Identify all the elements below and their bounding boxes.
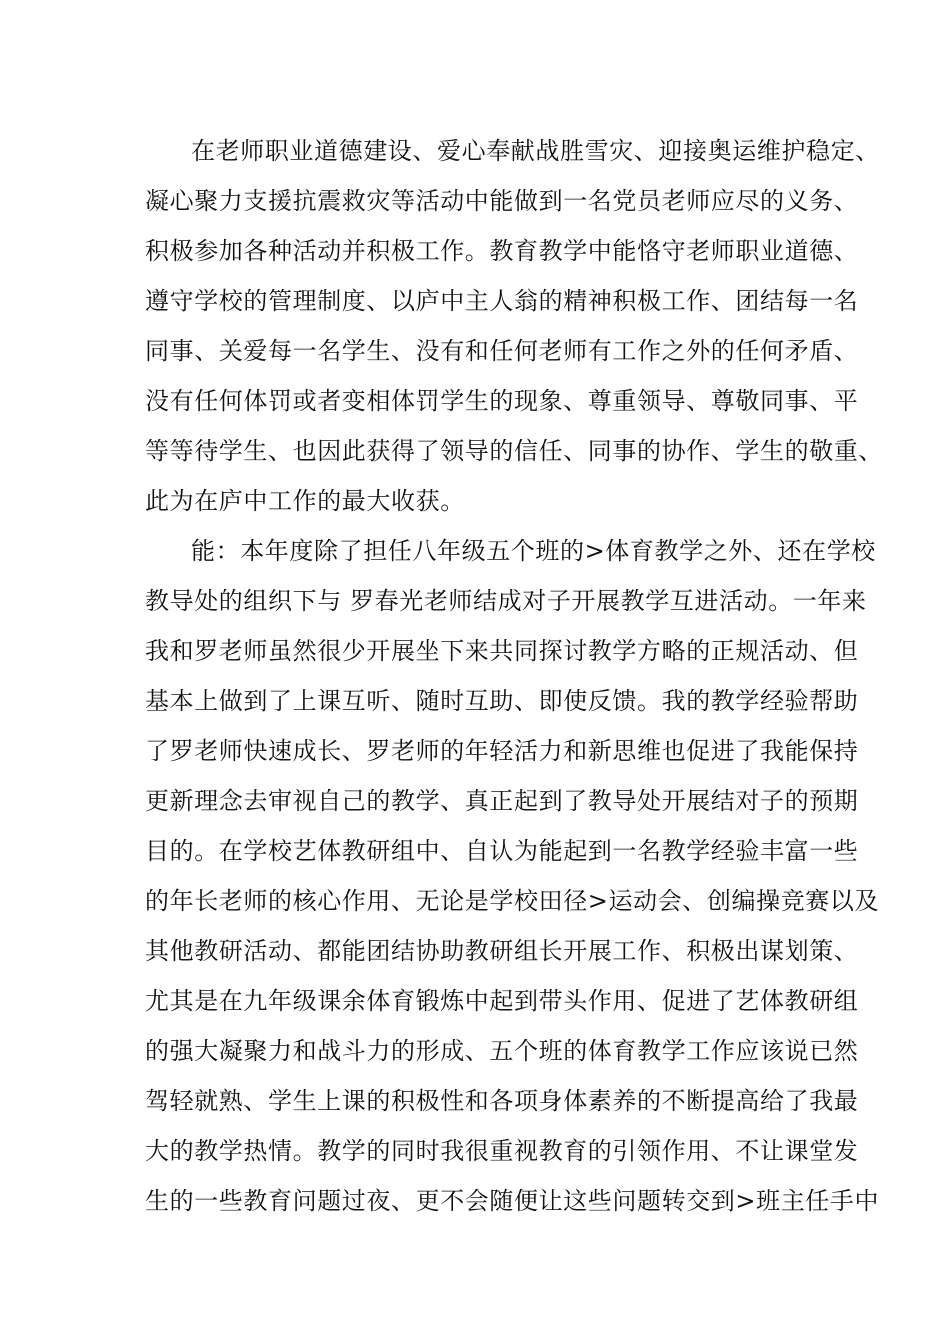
paragraph-2-line-11: 的强大凝聚力和战斗力的形成、五个班的体育教学工作应该说已然 — [145, 1037, 859, 1065]
paragraph-1-line-8: 此为在庐中工作的最大收获。 — [145, 487, 465, 515]
paragraph-2-line-12: 驾轻就熟、学生上课的积极性和各项身体素养的不断提高给了我最 — [145, 1087, 859, 1115]
paragraph-1-line-2: 凝心聚力支援抗震救灾等活动中能做到一名党员老师应尽的义务、 — [145, 187, 859, 215]
paragraph-2-line-4: 基本上做到了上课互听、随时互助、即使反馈。我的教学经验帮助 — [145, 687, 859, 715]
paragraph-1-line-5: 同事、关爱每一名学生、没有和任何老师有工作之外的任何矛盾、 — [145, 337, 859, 365]
paragraph-2-line-2: 教导处的组织下与 罗春光老师结成对子开展教学互进活动。一年来 — [145, 587, 867, 615]
paragraph-2-line-8: 的年长老师的核心作用、无论是学校田径>运动会、创编操竞赛以及 — [145, 887, 880, 915]
paragraph-1-line-6: 没有任何体罚或者变相体罚学生的现象、尊重领导、尊敬同事、平 — [145, 387, 859, 415]
paragraph-2-line-9: 其他教研活动、都能团结协助教研组长开展工作、积极出谋划策、 — [145, 937, 859, 965]
paragraph-2-line-5: 了罗老师快速成长、罗老师的年轻活力和新思维也促进了我能保持 — [145, 737, 859, 765]
paragraph-2-line-13: 大的教学热情。教学的同时我很重视教育的引领作用、不让课堂发 — [145, 1137, 859, 1165]
paragraph-2-line-14: 生的一些教育问题过夜、更不会随便让这些问题转交到>班主任手中 — [145, 1187, 880, 1215]
paragraph-2-line-1: 能：本年度除了担任八年级五个班的>体育教学之外、还在学校 — [191, 537, 876, 565]
paragraph-1-line-1: 在老师职业道德建设、爱心奉献战胜雪灾、迎接奥运维护稳定、 — [191, 137, 880, 165]
paragraph-2-line-3: 我和罗老师虽然很少开展坐下来共同探讨教学方略的正规活动、但 — [145, 637, 859, 665]
paragraph-2-line-10: 尤其是在九年级课余体育锻炼中起到带头作用、促进了艺体教研组 — [145, 987, 859, 1015]
paragraph-2-line-6: 更新理念去审视自己的教学、真正起到了教导处开展结对子的预期 — [145, 787, 859, 815]
paragraph-1-line-4: 遵守学校的管理制度、以庐中主人翁的精神积极工作、团结每一名 — [145, 287, 859, 315]
paragraph-1-line-7: 等等待学生、也因此获得了领导的信任、同事的协作、学生的敬重、 — [145, 437, 883, 465]
paragraph-1-line-3: 积极参加各种活动并积极工作。教育教学中能恪守老师职业道德、 — [145, 237, 859, 265]
paragraph-2-line-7: 目的。在学校艺体教研组中、自认为能起到一名教学经验丰富一些 — [145, 837, 859, 865]
